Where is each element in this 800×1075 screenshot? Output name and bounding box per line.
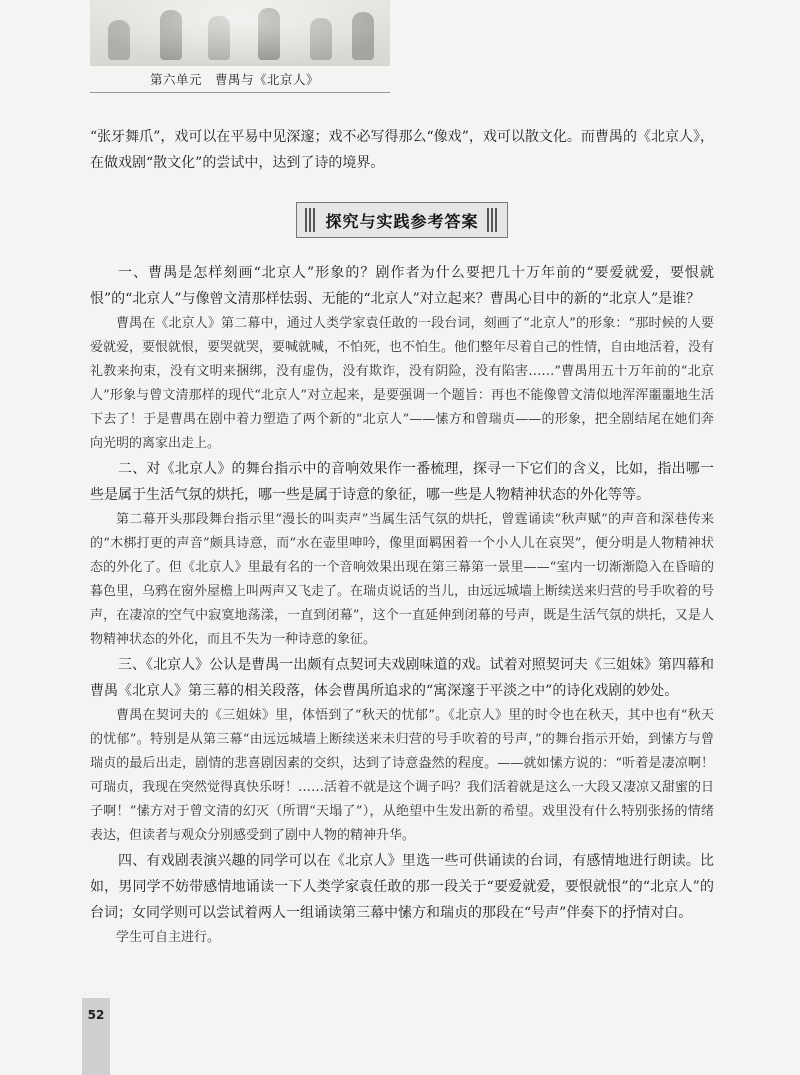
- question-4: 四、有戏剧表演兴趣的同学可以在《北京人》里选一些可供诵读的台词，有感情地进行朗读。比如，男同学不妨带感情地诵读一下人类学家袁任敢的那一段关于“要爱就爱，要恨就恨”的“北京人”的台词；女同学则可以尝试着两人一组诵读第三幕中愫方和瑞贞的那段在“号声”伴奏下的抒情对白。: [90, 853, 714, 921]
- header-banner-image: [90, 0, 390, 66]
- question-3: 三、《北京人》公认是曹禺一出颇有点契诃夫戏剧味道的戏。试着对照契诃夫《三姐妹》第四幕和曹禺《北京人》第三幕的相关段落，体会曹禺所追求的“寓深邃于平淡之中”的诗化戏剧的妙处。: [90, 657, 714, 699]
- intro-paragraph: “张牙舞爪”，戏可以在平易中见深邃；戏不必写得那么“像戏”，戏可以散文化。而曹禺的《北京人》，在做戏剧“散文化”的尝试中，达到了诗的境界。: [90, 129, 714, 171]
- banner-haze: [90, 0, 390, 66]
- page-number: 52: [87, 1008, 105, 1022]
- section-title: 探究与实践参考答案: [325, 211, 479, 231]
- answer-1: 曹禺在《北京人》第二幕中，通过人类学家袁任敢的一段台词，刻画了“北京人”的形象：“那时候的人要爱就爱，要恨就恨，要哭就哭，要喊就喊，不怕死，也不怕生。他们整年尽着自己的性情，自由地活着，没有礼教来拘束，没有文明来捆绑，没有虚伪，没有欺诈，没有阴险，没有陷害……”曹禺用五十万年前的“北京人”形象与曾文清那样的现代“北京人”对立起来，是要强调一个题旨：再也不能像曾文清似地浑浑噩噩地生活下去了！于是曹禺在剧中着力塑造了两个新的“北京人”——愫方和曾瑞贞——的形象，把全剧结尾在她们奔向光明的离家出走上。: [90, 316, 715, 451]
- answer-4: 学生可自主进行。: [116, 930, 221, 945]
- answer-3: 曹禺在契诃夫的《三姐妹》里，体悟到了“秋天的忧郁”。《北京人》里的时令也在秋天，其中也有“秋天的忧郁”。特别是从第三幕“由远远城墙上断续送来未归营的号手吹着的号声，”的舞台指示开始，到愫方与曾瑞贞的最后出走，剧情的悲喜剧因素的交织，达到了诗意盎然的程度。——就如愫方说的：“听着是凄凉啊！可瑞贞，我现在突然觉得真快乐呀！……活着不就是这个调子吗？我们活着就是这么一大段又凄凉又甜蜜的日子啊！”愫方对于曾文清的幻灭（所谓“天塌了”），从绝望中生发出新的希望。戏里没有什么特别张扬的情绪表达，但读者与观众分别感受到了剧中人物的精神升华。: [90, 708, 715, 843]
- heading-stripes-right: [487, 208, 499, 232]
- page-content: [90, 124, 714, 950]
- answer-2: 第二幕开头那段舞台指示里“漫长的叫卖声”当属生活气氛的烘托，曾霆诵读“秋声赋”的声音和深巷传来的“木梆打更的声音”颇具诗意，而“水在壶里呻吟，像里面羁困着一个小人儿在哀哭”，便分明是人物精神状态的外化了。但《北京人》里最有名的一个音响效果出现在第三幕第一景里——“室内一切渐渐隐入在昏暗的暮色里，乌鸦在窗外屋檐上叫两声又飞走了。在瑞贞说话的当儿，由远远城墙上断续送来归营的号手吹着的号声，在凄凉的空气中寂寞地荡漾，一直到闭幕”，这个一直延伸到闭幕的号声，既是生活气氛的烘托，又是人物精神状态的外化，而且不失为一种诗意的象征。: [90, 512, 715, 647]
- unit-title: 第六单元 曹禺与《北京人》: [150, 72, 320, 87]
- header-divider: [90, 92, 390, 93]
- question-2: 二、对《北京人》的舞台指示中的音响效果作一番梳理，探寻一下它们的含义，比如，指出哪一些是属于生活气氛的烘托，哪一些是属于诗意的象征，哪一些是人物精神状态的外化等等。: [90, 461, 714, 503]
- question-1: 一、曹禺是怎样刻画“北京人”形象的？剧作者为什么要把几十万年前的“要爱就爱，要恨就恨”的“北京人”与像曾文清那样怯弱、无能的“北京人”对立起来？曹禺心目中的新的“北京人”是谁？: [90, 265, 714, 307]
- section-heading-box: [296, 202, 508, 238]
- heading-stripes-left: [305, 208, 317, 232]
